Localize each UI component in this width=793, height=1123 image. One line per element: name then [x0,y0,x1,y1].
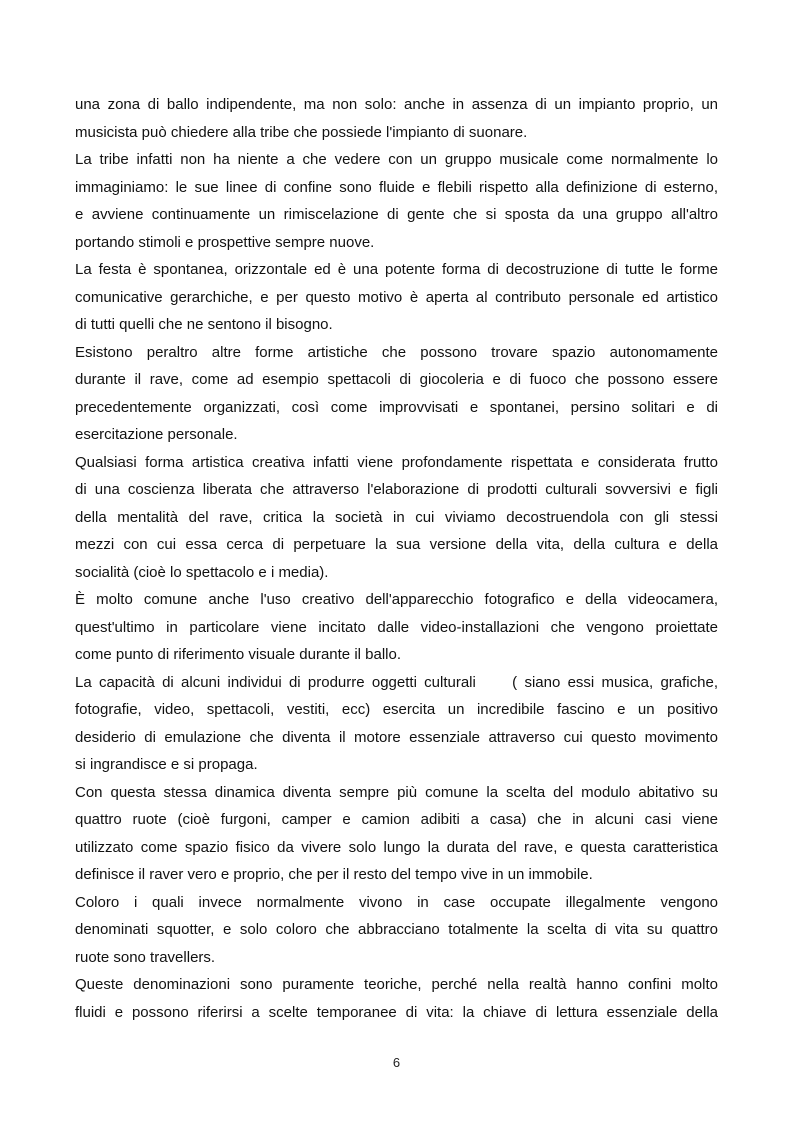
text-line: La capacità di alcuni individui di produrre oggetti culturali ( siano essi musica, grafiche, [75,673,718,691]
text-line: della mentalità del rave, critica la società in cui viviamo decostruendola con gli stessi [75,508,718,526]
text-line: di una coscienza liberata che attraverso l'elaborazione di prodotti culturali sovversivi e figli [75,481,718,498]
text-line: esercitazione personale. [75,426,238,443]
body-text [75,91,718,1026]
text-line: utilizzato come spazio fisico da vivere solo lungo la durata del rave, e questa caratteristica [75,838,718,856]
text-line: fluidi e possono riferirsi a scelte temporanee di vita: la chiave di lettura essenziale della [75,1003,718,1021]
text-line: ruote sono travellers. [75,948,216,966]
text-line: denominati squotter, e solo coloro che abbracciano totalmente la scelta di vita su quattro [75,921,718,938]
text-line: definisce il raver vero e proprio, che per il resto del tempo vive in un immobile. [75,866,593,883]
text-line: precedentemente organizzati, così come improvvisati e spontanei, persino solitari e di [75,398,718,416]
text-line: portando stimoli e prospettive sempre nuove. [75,233,375,251]
text-line: La festa è spontanea, orizzontale ed è una potente forma di decostruzione di tutte le forme [75,261,718,278]
text-line: È molto comune anche l'uso creativo dell'apparecchio fotografico e della videocamera, [75,591,718,608]
text-line: quest'ultimo in particolare viene incitato dalle video-installazioni che vengono proiettate [75,618,718,636]
text-line: come punto di riferimento visuale durante il ballo. [75,646,402,663]
text-line: immaginiamo: le sue linee di confine sono fluide e flebili rispetto alla definizione di esterno, [75,178,718,196]
text-line: si ingrandisce e si propaga. [75,756,258,773]
text-line: fotografie, video, spettacoli, vestiti, ecc) esercita un incredibile fascino e un positivo [75,701,718,718]
text-line: socialità (cioè lo spettacolo e i media). [75,563,329,581]
text-line: durante il rave, come ad esempio spettacoli di giocoleria e di fuoco che possono essere [75,371,718,388]
text-line: quattro ruote (cioè furgoni, camper e camion adibiti a casa) che in alcuni casi viene [75,811,718,828]
text-line: comunicative gerarchiche, e per questo motivo è aperta al contributo personale ed artistico [75,288,718,306]
text-line: una zona di ballo indipendente, ma non solo: anche in assenza di un impianto proprio, un [75,96,718,113]
text-line: Queste denominazioni sono puramente teoriche, perché nella realtà hanno confini molto [75,976,718,993]
text-line: La tribe infatti non ha niente a che vedere con un gruppo musicale come normalmente lo [75,151,718,168]
text-line: Qualsiasi forma artistica creativa infatti viene profondamente rispettata e considerata frutto [75,453,718,471]
text-line: Con questa stessa dinamica diventa sempre più comune la scelta del modulo abitativo su [75,783,718,801]
page-number: 6 [392,1055,401,1070]
text-line: Coloro i quali invece normalmente vivono in case occupate illegalmente vengono [75,893,718,911]
text-line: e avviene continuamente un rimiscelazione di gente che si sposta da una gruppo all'altro [75,206,718,223]
text-line: musicista può chiedere alla tribe che possiede l'impianto di suonare. [75,123,528,141]
text-line: mezzi con cui essa cerca di perpetuare la sua versione della vita, della cultura e della [75,536,718,553]
text-line: desiderio di emulazione che diventa il motore essenziale attraverso cui questo movimento [75,728,718,746]
text-line: di tutti quelli che ne sentono il bisogno. [75,316,333,333]
text-line: Esistono peraltro altre forme artistiche che possono trovare spazio autonomamente [75,343,718,361]
